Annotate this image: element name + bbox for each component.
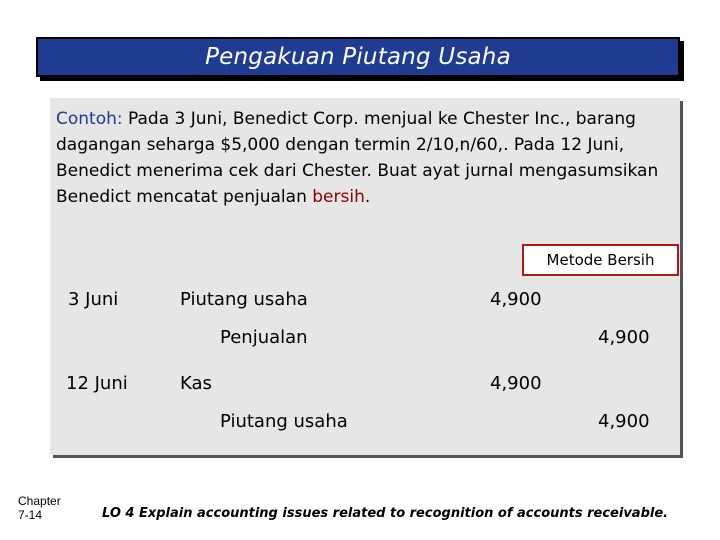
journal-date: 12 Juni <box>66 373 128 394</box>
debit-account: Kas <box>180 373 212 394</box>
credit-account: Penjualan <box>220 327 308 348</box>
chapter-word: Chapter <box>18 494 61 508</box>
chapter-label <box>18 494 61 522</box>
learning-objective: LO 4 Explain accounting issues related to recognition of accounts receivable. <box>102 506 669 521</box>
highlight-word: bersih <box>312 187 365 207</box>
credit-amount: 4,900 <box>598 411 650 432</box>
slide-title: Pengakuan Piutang Usaha <box>205 44 511 70</box>
debit-amount: 4,900 <box>490 289 542 310</box>
method-label-box <box>522 244 679 276</box>
intro-text: Pada 3 Juni, Benedict Corp. menjual ke Chester Inc., barang dagangan seharga $5,000 dengan termin 2/10,n/60,. Pada 12 Juni, Benedict menerima cek dari Chester. Buat ayat jurnal mengasumsikan Benedict mencatat penjualan <box>56 109 659 207</box>
title-bar <box>36 37 680 77</box>
debit-amount: 4,900 <box>490 373 542 394</box>
credit-account: Piutang usaha <box>220 411 348 432</box>
intro-end: . <box>364 187 371 207</box>
intro-paragraph <box>56 106 676 210</box>
credit-amount: 4,900 <box>598 327 650 348</box>
example-label: Contoh: <box>56 109 123 129</box>
journal-date: 3 Juni <box>68 289 119 310</box>
method-label: Metode Bersih <box>546 251 655 269</box>
debit-account: Piutang usaha <box>180 289 308 310</box>
chapter-number: 7-14 <box>18 508 43 522</box>
